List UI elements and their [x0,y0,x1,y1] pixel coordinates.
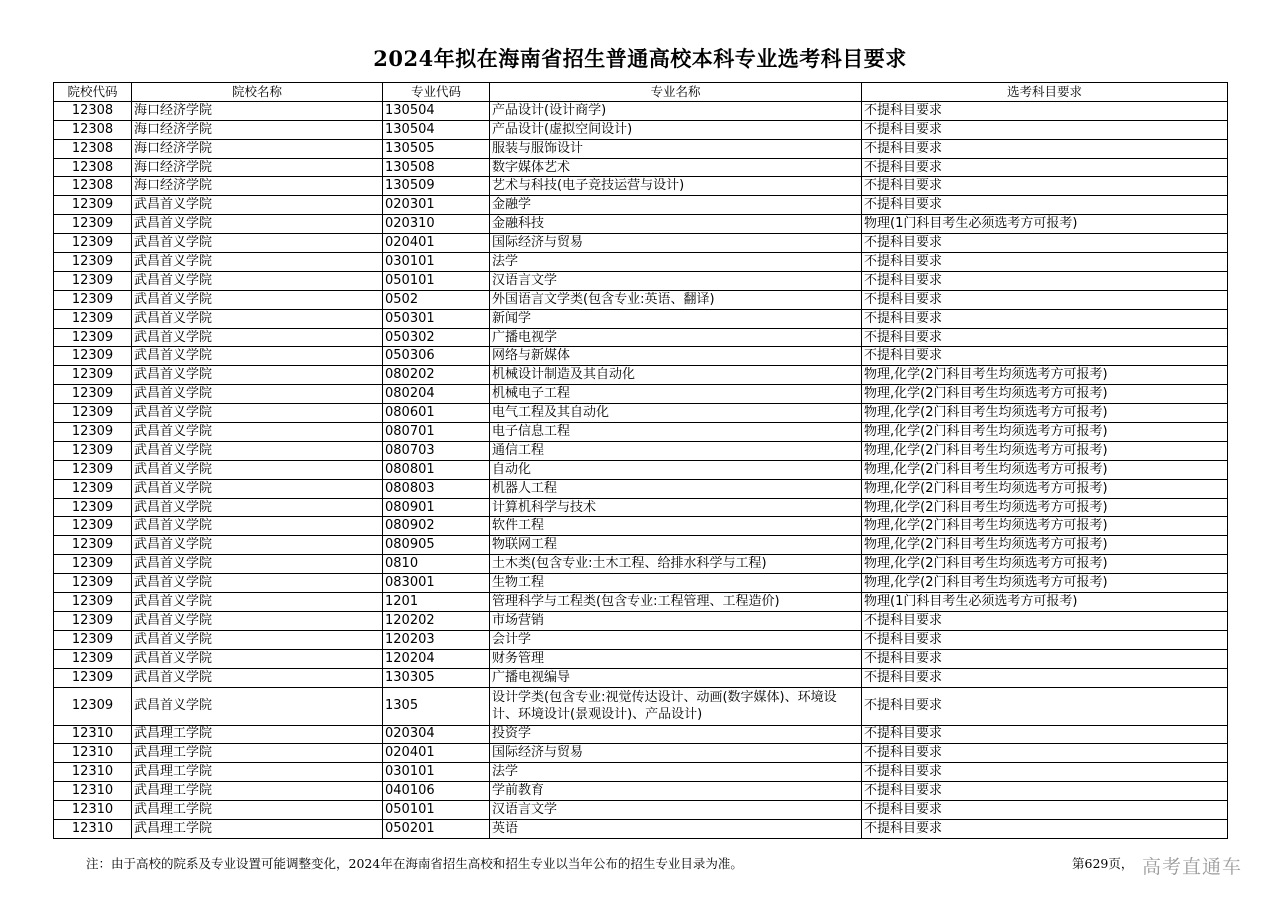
major-name-cell: 国际经济与贸易 [490,234,862,253]
table-row [54,196,1228,215]
subject-requirement-cell: 物理,化学(2门科目考生均须选考方可报考) [862,536,1228,555]
major-name-cell: 机器人工程 [490,479,862,498]
school-name-cell: 海口经济学院 [132,139,383,158]
school-code-cell: 12310 [54,801,132,820]
major-name-cell: 外国语言文学类(包含专业:英语、翻译) [490,290,862,309]
school-code-cell: 12308 [54,158,132,177]
table-row [54,668,1228,687]
school-name-cell: 海口经济学院 [132,158,383,177]
school-name-cell: 武昌理工学院 [132,801,383,820]
school-name-cell: 武昌首义学院 [132,479,383,498]
major-code-cell: 080204 [383,385,490,404]
school-name-cell: 武昌首义学院 [132,347,383,366]
table-row [54,593,1228,612]
table-row [54,687,1228,725]
major-code-cell: 083001 [383,574,490,593]
major-name-cell: 投资学 [490,725,862,744]
school-code-cell: 12309 [54,630,132,649]
subject-requirement-cell: 不提科目要求 [862,120,1228,139]
school-code-cell: 12309 [54,498,132,517]
major-code-cell: 130505 [383,139,490,158]
table-row [54,498,1228,517]
school-code-cell: 12308 [54,177,132,196]
school-name-cell: 武昌首义学院 [132,290,383,309]
subject-requirement-cell: 不提科目要求 [862,253,1228,272]
major-name-cell: 产品设计(设计商学) [490,101,862,120]
major-name-cell: 汉语言文学 [490,271,862,290]
subject-requirement-cell: 不提科目要求 [862,801,1228,820]
subject-requirement-cell: 不提科目要求 [862,158,1228,177]
school-code-cell: 12309 [54,423,132,442]
major-code-cell: 0810 [383,555,490,574]
table-row [54,441,1228,460]
school-code-cell: 12310 [54,744,132,763]
major-code-cell: 080902 [383,517,490,536]
school-name-cell: 武昌首义学院 [132,366,383,385]
major-name-cell: 艺术与科技(电子竞技运营与设计) [490,177,862,196]
school-code-cell: 12309 [54,687,132,725]
subject-requirement-cell: 物理,化学(2门科目考生均须选考方可报考) [862,366,1228,385]
table-row [54,309,1228,328]
major-code-cell: 030101 [383,763,490,782]
school-code-cell: 12309 [54,347,132,366]
subject-requirement-cell: 不提科目要求 [862,611,1228,630]
header-school-name: 院校名称 [132,83,383,102]
major-name-cell: 网络与新媒体 [490,347,862,366]
school-code-cell: 12309 [54,517,132,536]
subject-requirement-cell: 物理(1门科目考生必须选考方可报考) [862,593,1228,612]
major-name-cell: 管理科学与工程类(包含专业:工程管理、工程造价) [490,593,862,612]
major-name-cell: 新闻学 [490,309,862,328]
school-name-cell: 武昌首义学院 [132,593,383,612]
major-code-cell: 120202 [383,611,490,630]
major-code-cell: 050201 [383,819,490,838]
table-header-row [54,83,1228,102]
major-name-cell: 计算机科学与技术 [490,498,862,517]
major-name-cell: 设计学类(包含专业:视觉传达设计、动画(数字媒体)、环境设计、环境设计(景观设计)、产品设计) [490,687,862,725]
requirements-table [53,82,1228,839]
school-name-cell: 武昌首义学院 [132,668,383,687]
school-name-cell: 武昌首义学院 [132,460,383,479]
table-row [54,555,1228,574]
major-code-cell: 120204 [383,649,490,668]
major-name-cell: 会计学 [490,630,862,649]
major-name-cell: 服装与服饰设计 [490,139,862,158]
major-name-cell: 汉语言文学 [490,801,862,820]
school-code-cell: 12308 [54,139,132,158]
major-code-cell: 080803 [383,479,490,498]
major-code-cell: 120203 [383,630,490,649]
major-code-cell: 130504 [383,101,490,120]
school-code-cell: 12310 [54,782,132,801]
major-code-cell: 080901 [383,498,490,517]
school-code-cell: 12309 [54,404,132,423]
subject-requirement-cell: 物理,化学(2门科目考生均须选考方可报考) [862,498,1228,517]
school-name-cell: 武昌首义学院 [132,574,383,593]
school-name-cell: 海口经济学院 [132,120,383,139]
major-name-cell: 通信工程 [490,441,862,460]
school-code-cell: 12309 [54,611,132,630]
school-name-cell: 武昌首义学院 [132,498,383,517]
school-name-cell: 武昌首义学院 [132,423,383,442]
table-row [54,744,1228,763]
school-name-cell: 武昌首义学院 [132,630,383,649]
major-name-cell: 电子信息工程 [490,423,862,442]
subject-requirement-cell: 不提科目要求 [862,763,1228,782]
school-code-cell: 12309 [54,668,132,687]
major-name-cell: 软件工程 [490,517,862,536]
table-row [54,725,1228,744]
major-code-cell: 050302 [383,328,490,347]
major-code-cell: 020304 [383,725,490,744]
school-code-cell: 12309 [54,441,132,460]
subject-requirement-cell: 不提科目要求 [862,630,1228,649]
table-row [54,290,1228,309]
school-name-cell: 武昌理工学院 [132,744,383,763]
watermark: 高考直通车 [1142,856,1243,878]
subject-requirement-cell: 物理(1门科目考生必须选考方可报考) [862,215,1228,234]
school-name-cell: 海口经济学院 [132,177,383,196]
school-code-cell: 12309 [54,536,132,555]
school-name-cell: 武昌首义学院 [132,253,383,272]
subject-requirement-cell: 不提科目要求 [862,744,1228,763]
major-name-cell: 自动化 [490,460,862,479]
major-code-cell: 050301 [383,309,490,328]
major-name-cell: 土木类(包含专业:土木工程、给排水科学与工程) [490,555,862,574]
table-row [54,215,1228,234]
subject-requirement-cell: 物理,化学(2门科目考生均须选考方可报考) [862,479,1228,498]
subject-requirement-cell: 不提科目要求 [862,177,1228,196]
school-code-cell: 12309 [54,649,132,668]
major-name-cell: 电气工程及其自动化 [490,404,862,423]
header-major-name: 专业名称 [490,83,862,102]
school-name-cell: 武昌首义学院 [132,328,383,347]
major-name-cell: 国际经济与贸易 [490,744,862,763]
subject-requirement-cell: 物理,化学(2门科目考生均须选考方可报考) [862,404,1228,423]
school-code-cell: 12309 [54,460,132,479]
major-code-cell: 030101 [383,253,490,272]
school-name-cell: 武昌首义学院 [132,536,383,555]
table-row [54,366,1228,385]
subject-requirement-cell: 不提科目要求 [862,782,1228,801]
table-row [54,271,1228,290]
school-name-cell: 武昌首义学院 [132,271,383,290]
subject-requirement-cell: 不提科目要求 [862,725,1228,744]
school-code-cell: 12309 [54,290,132,309]
major-code-cell: 0502 [383,290,490,309]
school-code-cell: 12310 [54,763,132,782]
major-code-cell: 130509 [383,177,490,196]
page-title: 2024年拟在海南省招生普通高校本科专业选考科目要求 [373,46,907,71]
table-row [54,782,1228,801]
major-code-cell: 040106 [383,782,490,801]
major-code-cell: 020401 [383,744,490,763]
table-row [54,234,1228,253]
school-name-cell: 武昌理工学院 [132,763,383,782]
subject-requirement-cell: 不提科目要求 [862,668,1228,687]
school-name-cell: 武昌理工学院 [132,725,383,744]
school-name-cell: 武昌首义学院 [132,517,383,536]
subject-requirement-cell: 物理,化学(2门科目考生均须选考方可报考) [862,460,1228,479]
table-row [54,649,1228,668]
school-code-cell: 12309 [54,271,132,290]
table-row [54,385,1228,404]
major-name-cell: 产品设计(虚拟空间设计) [490,120,862,139]
table-row [54,574,1228,593]
school-name-cell: 海口经济学院 [132,101,383,120]
school-name-cell: 武昌首义学院 [132,234,383,253]
major-code-cell: 020310 [383,215,490,234]
subject-requirement-cell: 不提科目要求 [862,271,1228,290]
major-name-cell: 广播电视学 [490,328,862,347]
subject-requirement-cell: 不提科目要求 [862,196,1228,215]
header-school-code: 院校代码 [54,83,132,102]
major-name-cell: 物联网工程 [490,536,862,555]
header-subject-requirement: 选考科目要求 [862,83,1228,102]
subject-requirement-cell: 不提科目要求 [862,649,1228,668]
major-code-cell: 050306 [383,347,490,366]
school-name-cell: 武昌首义学院 [132,196,383,215]
major-name-cell: 学前教育 [490,782,862,801]
school-name-cell: 武昌首义学院 [132,555,383,574]
school-code-cell: 12309 [54,253,132,272]
school-name-cell: 武昌首义学院 [132,441,383,460]
school-code-cell: 12309 [54,234,132,253]
subject-requirement-cell: 不提科目要求 [862,309,1228,328]
subject-requirement-cell: 物理,化学(2门科目考生均须选考方可报考) [862,441,1228,460]
school-name-cell: 武昌理工学院 [132,782,383,801]
subject-requirement-cell: 不提科目要求 [862,328,1228,347]
school-code-cell: 12309 [54,593,132,612]
major-code-cell: 1201 [383,593,490,612]
table-row [54,404,1228,423]
school-name-cell: 武昌首义学院 [132,309,383,328]
school-code-cell: 12309 [54,309,132,328]
major-code-cell: 080905 [383,536,490,555]
table-row [54,101,1228,120]
school-code-cell: 12310 [54,819,132,838]
subject-requirement-cell: 物理,化学(2门科目考生均须选考方可报考) [862,517,1228,536]
school-code-cell: 12309 [54,574,132,593]
subject-requirement-cell: 不提科目要求 [862,347,1228,366]
subject-requirement-cell: 物理,化学(2门科目考生均须选考方可报考) [862,555,1228,574]
major-code-cell: 1305 [383,687,490,725]
subject-requirement-cell: 物理,化学(2门科目考生均须选考方可报考) [862,574,1228,593]
table-row [54,177,1228,196]
major-name-cell: 英语 [490,819,862,838]
subject-requirement-cell: 不提科目要求 [862,234,1228,253]
subject-requirement-cell: 不提科目要求 [862,290,1228,309]
table-row [54,120,1228,139]
major-name-cell: 机械电子工程 [490,385,862,404]
major-name-cell: 法学 [490,253,862,272]
school-name-cell: 武昌首义学院 [132,687,383,725]
table-row [54,630,1228,649]
subject-requirement-cell: 不提科目要求 [862,687,1228,725]
table-row [54,460,1228,479]
major-name-cell: 生物工程 [490,574,862,593]
school-name-cell: 武昌首义学院 [132,385,383,404]
major-code-cell: 130504 [383,120,490,139]
table-row [54,536,1228,555]
table-row [54,328,1228,347]
school-code-cell: 12309 [54,328,132,347]
table-row [54,423,1228,442]
school-name-cell: 武昌理工学院 [132,819,383,838]
major-code-cell: 130508 [383,158,490,177]
school-name-cell: 武昌首义学院 [132,404,383,423]
major-name-cell: 金融学 [490,196,862,215]
school-code-cell: 12309 [54,385,132,404]
table-row [54,158,1228,177]
major-code-cell: 080202 [383,366,490,385]
major-code-cell: 080801 [383,460,490,479]
table-row [54,139,1228,158]
subject-requirement-cell: 物理,化学(2门科目考生均须选考方可报考) [862,385,1228,404]
school-name-cell: 武昌首义学院 [132,649,383,668]
subject-requirement-cell: 不提科目要求 [862,139,1228,158]
subject-requirement-cell: 物理,化学(2门科目考生均须选考方可报考) [862,423,1228,442]
major-code-cell: 020401 [383,234,490,253]
table-row [54,253,1228,272]
major-name-cell: 广播电视编导 [490,668,862,687]
major-name-cell: 法学 [490,763,862,782]
major-code-cell: 020301 [383,196,490,215]
school-name-cell: 武昌首义学院 [132,215,383,234]
school-name-cell: 武昌首义学院 [132,611,383,630]
school-code-cell: 12308 [54,120,132,139]
school-code-cell: 12309 [54,196,132,215]
major-code-cell: 080701 [383,423,490,442]
school-code-cell: 12309 [54,366,132,385]
table-row [54,479,1228,498]
header-major-code: 专业代码 [383,83,490,102]
major-name-cell: 数字媒体艺术 [490,158,862,177]
major-code-cell: 080601 [383,404,490,423]
major-name-cell: 机械设计制造及其自动化 [490,366,862,385]
school-code-cell: 12310 [54,725,132,744]
table-row [54,819,1228,838]
major-name-cell: 财务管理 [490,649,862,668]
major-code-cell: 080703 [383,441,490,460]
major-name-cell: 市场营销 [490,611,862,630]
major-name-cell: 金融科技 [490,215,862,234]
table-row [54,517,1228,536]
school-code-cell: 12309 [54,555,132,574]
school-code-cell: 12309 [54,479,132,498]
subject-requirement-cell: 不提科目要求 [862,101,1228,120]
school-code-cell: 12308 [54,101,132,120]
school-code-cell: 12309 [54,215,132,234]
page-number: 第629页， [1072,856,1134,871]
major-code-cell: 050101 [383,801,490,820]
footnote: 注：由于高校的院系及专业设置可能调整变化，2024年在海南省招生高校和招生专业以当年公布的招生专业目录为准。 [86,856,743,871]
table-row [54,347,1228,366]
subject-requirement-cell: 不提科目要求 [862,819,1228,838]
table-row [54,763,1228,782]
table-row [54,611,1228,630]
major-code-cell: 050101 [383,271,490,290]
major-code-cell: 130305 [383,668,490,687]
table-row [54,801,1228,820]
